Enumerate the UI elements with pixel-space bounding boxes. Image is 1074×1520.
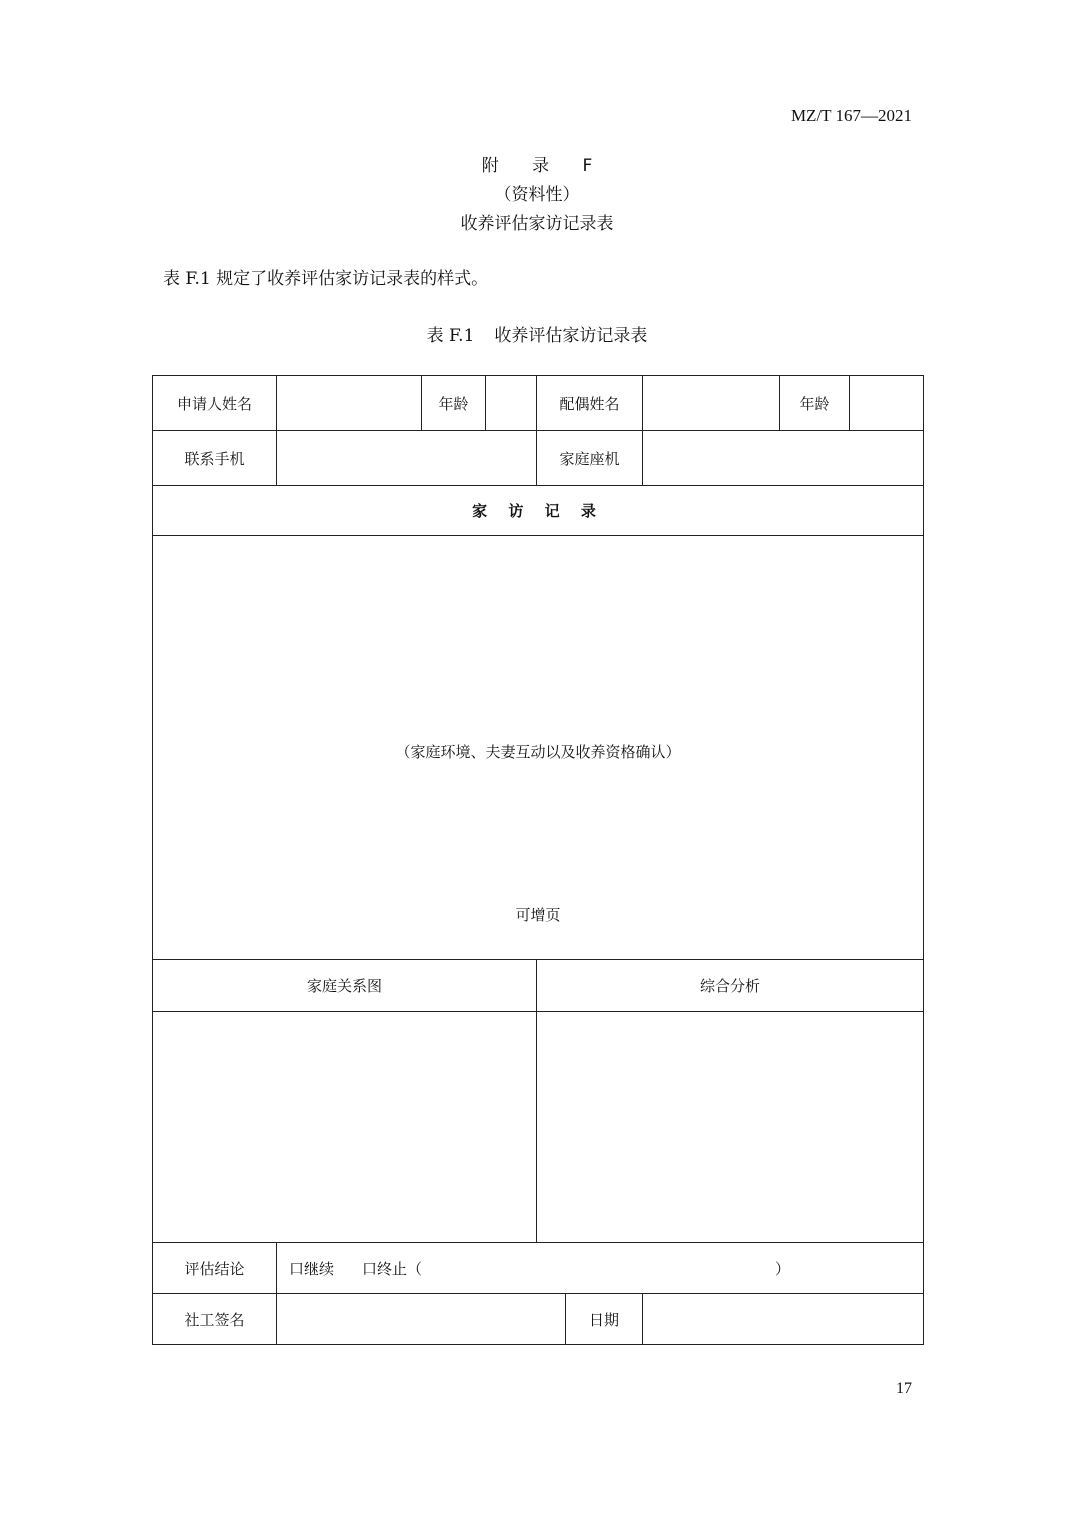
appendix-heading [0,152,1074,239]
appendix-nature: （资料性） [494,185,580,205]
home-phone-label: 家庭座机 [537,431,643,486]
date-field[interactable] [643,1294,924,1345]
spouse-name-field[interactable] [643,376,780,431]
analysis-area[interactable] [537,1012,924,1243]
mobile-label: 联系手机 [153,431,277,486]
conclusion-options [277,1243,924,1294]
social-worker-signature-field[interactable] [277,1294,566,1345]
visit-record-area[interactable] [153,536,924,960]
mobile-field[interactable] [277,431,537,486]
table-number: 表 F.1 [426,326,475,346]
appendix-title: 附 录 F [481,156,607,176]
document-code: MZ/T 167—2021 [790,106,912,125]
applicant-name-field[interactable] [277,376,422,431]
applicant-age-label: 年龄 [422,376,486,431]
date-label: 日期 [566,1294,643,1345]
conclusion-label: 评估结论 [153,1243,277,1294]
family-diagram-area[interactable] [153,1012,537,1243]
home-phone-field[interactable] [643,431,924,486]
applicant-name-label: 申请人姓名 [153,376,277,431]
table-caption [0,321,1074,346]
spouse-age-field[interactable] [850,376,924,431]
continue-checkbox[interactable]: 口继续 [289,1259,335,1278]
spouse-age-label: 年龄 [780,376,850,431]
social-worker-label: 社工签名 [153,1294,277,1345]
applicant-age-field[interactable] [486,376,537,431]
terminate-close-paren: ） [775,1260,791,1278]
visit-record-hint: （家庭环境、夫妻互动以及收养资格确认） [395,742,681,761]
family-diagram-label: 家庭关系图 [153,960,537,1012]
terminate-checkbox[interactable]: 口终止（ [362,1259,423,1278]
table-title: 收养评估家访记录表 [494,326,648,346]
spouse-name-label: 配偶姓名 [537,376,643,431]
analysis-label: 综合分析 [537,960,924,1012]
intro-paragraph: 表 F.1 规定了收养评估家访记录表的样式。 [163,269,489,289]
page-number: 17 [896,1380,912,1397]
visit-record-heading: 家 访 记 录 [153,486,924,536]
visit-record-form [152,375,924,1345]
add-pages-note: 可增页 [515,906,561,924]
appendix-name: 收养评估家访记录表 [460,214,614,234]
